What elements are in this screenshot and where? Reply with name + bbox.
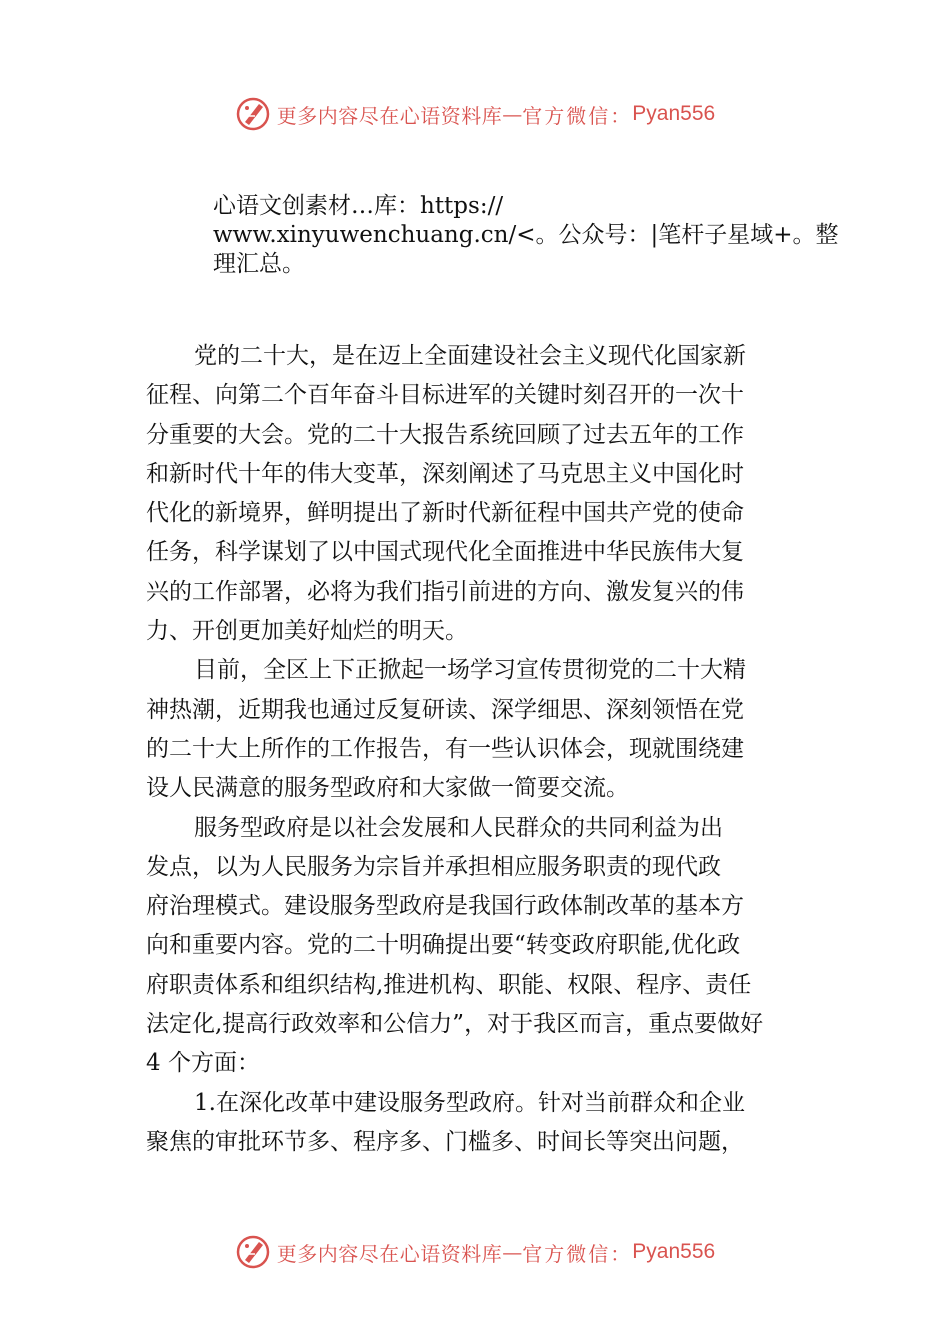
text-line: 和新时代十年的伟大变革，深刻阐述了马克思主义中国化时 [146, 460, 744, 487]
banner-wechat-label: 官方微信： [522, 1241, 633, 1266]
text-line: 代化的新境界，鲜明提出了新时代新征程中国共产党的使命 [146, 500, 744, 527]
text-line: 兴的工作部署，必将为我们指引前进的方向、激发复兴的伟 [146, 578, 744, 605]
source-line: 心语文创素材…库：https:// [213, 193, 504, 219]
paragraph [146, 651, 816, 808]
text-line: 聚焦的审批环节多、程序多、门槛多、时间长等突出问题， [146, 1128, 744, 1155]
text-line: 任务，科学谋划了以中国式现代化全面推进中华民族伟大复 [146, 539, 744, 566]
text-line: 神热潮，近期我也通过反复研读、深学细思、深刻领悟在党 [146, 696, 744, 723]
text-line: 府职责体系和组织结构,推进机构、职能、权限、程序、责任 [146, 971, 752, 998]
text-line: 力、开创更加美好灿烂的明天。 [146, 618, 468, 645]
text-line: 征程、向第二个百年奋斗目标进军的关键时刻召开的一次十 [146, 382, 744, 409]
text-line: 服务型政府是以社会发展和人民群众的共同利益为出 [194, 814, 723, 841]
article-body [146, 337, 816, 1162]
text-line: 的二十大上所作的工作报告，有一些认识体会，现就围绕建 [146, 735, 744, 762]
banner-wechat-label: 官方微信： [522, 103, 633, 128]
text-line: 设人民满意的服务型政府和大家做一简要交流。 [146, 775, 629, 802]
text-line: 目前，全区上下正掀起一场学习宣传贯彻党的二十大精 [194, 657, 746, 684]
pen-logo-icon [235, 1234, 271, 1270]
text-line: 法定化,提高行政效率和公信力”，对于我区而言，重点要做好 [146, 1011, 764, 1038]
text-line: 4 个方面： [146, 1050, 260, 1077]
banner-text: 更多内容尽在心语资料库 [276, 103, 503, 128]
paragraph [146, 337, 816, 651]
source-line: 理汇总。 [213, 251, 305, 277]
banner-dash: — [502, 1240, 523, 1264]
text-line: 分重要的大会。党的二十大报告系统回顾了过去五年的工作 [146, 421, 744, 448]
paragraph [146, 809, 816, 1084]
text-line: 1.在深化改革中建设服务型政府。针对当前群众和企业 [194, 1089, 745, 1116]
text-line: 府治理模式。建设服务型政府是我国行政体制改革的基本方 [146, 893, 744, 920]
banner-dash: — [502, 102, 523, 126]
header-banner [0, 94, 950, 134]
banner-wechat-id: Pyan556 [632, 102, 716, 125]
source-line: www.xinyuwenchuang.cn/<。公众号：|笔杆子星域+。整 [213, 222, 839, 248]
text-line: 发点，以为人民服务为宗旨并承担相应服务职责的现代政 [146, 853, 721, 880]
text-line: 党的二十大，是在迈上全面建设社会主义现代化国家新 [194, 343, 746, 369]
pen-logo-icon [235, 96, 271, 132]
footer-banner [0, 1232, 950, 1272]
text-line: 向和重要内容。党的二十明确提出要“转变政府职能,优化政 [146, 932, 741, 959]
banner-wechat-id: Pyan556 [632, 1240, 716, 1263]
paragraph [146, 1084, 816, 1163]
source-note [213, 192, 853, 279]
banner-text: 更多内容尽在心语资料库 [276, 1241, 503, 1266]
